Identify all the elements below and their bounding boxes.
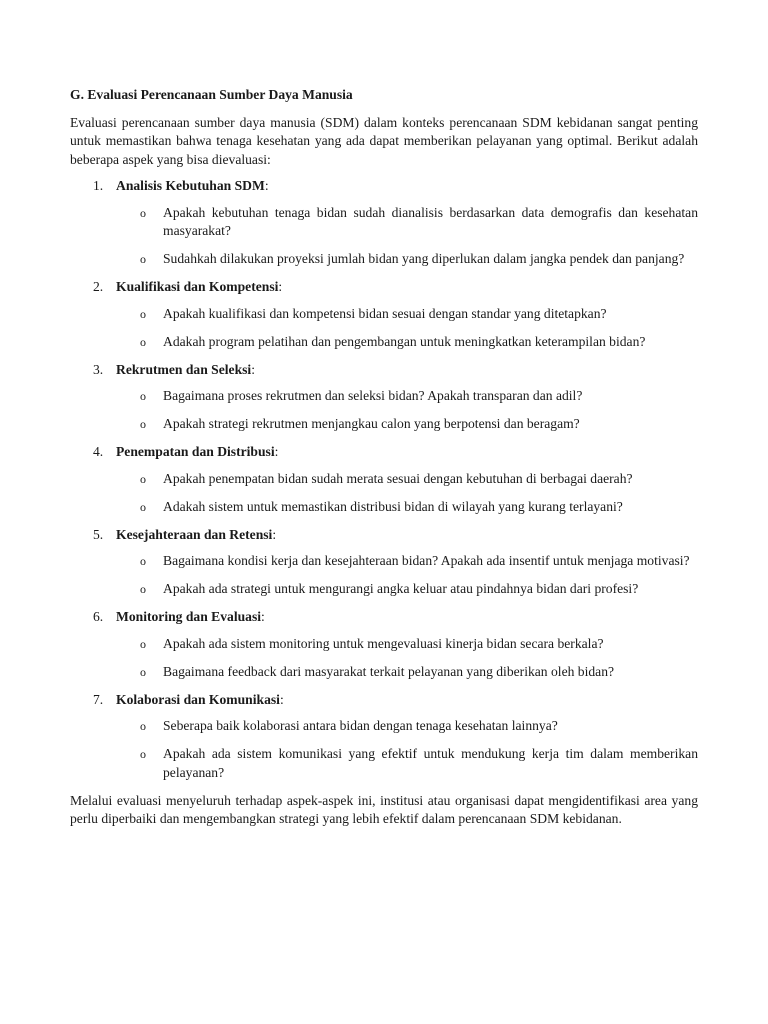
aspect-number: 6. <box>93 609 104 624</box>
question-item <box>70 717 698 736</box>
question-text: Apakah penempatan bidan sudah merata sesuai dengan kebutuhan di berbagai daerah? <box>163 470 633 486</box>
question-list <box>70 470 698 517</box>
aspect-title: Analisis Kebutuhan SDM <box>116 178 265 193</box>
bullet-marker: o <box>140 252 146 266</box>
aspect-section <box>70 443 698 516</box>
aspect-section <box>70 691 698 783</box>
question-item <box>70 663 698 682</box>
intro-paragraph: Evaluasi perencanaan sumber daya manusia (SDM) dalam konteks perencanaan SDM kebidanan sangat penting untuk memastikan bahwa tenaga kesehatan yang ada dapat memberikan pelayanan yang optimal. Berikut adalah beberapa aspek yang bisa dievaluasi: <box>70 114 698 167</box>
question-item <box>70 580 698 599</box>
question-text: Adakah program pelatihan dan pengembangan untuk meningkatkan keterampilan bidan? <box>163 333 646 349</box>
aspect-title: Rekrutmen dan Seleksi <box>116 361 252 377</box>
bullet-marker: o <box>140 471 146 486</box>
aspect-section <box>70 608 698 681</box>
aspect-title: Penempatan dan Distribusi <box>116 444 275 459</box>
aspect-number: 3. <box>93 361 104 377</box>
question-text: Bagaimana kondisi kerja dan kesejahteraan bidan? Apakah ada insentif untuk menjaga motivasi? <box>163 553 690 568</box>
bullet-marker: o <box>140 747 146 761</box>
aspect-number: 7. <box>93 691 104 707</box>
question-item <box>70 498 698 517</box>
question-text: Apakah kebutuhan tenaga bidan sudah dianalisis berdasarkan data demografis dan kesehatan masyarakat? <box>163 204 698 238</box>
aspect-heading: 4. Penempatan dan Distribusi: <box>70 443 698 462</box>
question-item <box>70 635 698 654</box>
aspect-list <box>70 177 698 782</box>
aspect-heading: 7. Kolaborasi dan Komunikasi: <box>70 691 698 710</box>
question-text: Apakah strategi rekrutmen menjangkau calon yang berpotensi dan beragam? <box>163 416 580 431</box>
bullet-marker: o <box>140 417 146 431</box>
question-text: Adakah sistem untuk memastikan distribusi bidan di wilayah yang kurang terlayani? <box>163 498 623 514</box>
question-item <box>70 250 698 269</box>
bullet-marker: o <box>140 306 146 321</box>
aspect-heading: 3. Rekrutmen dan Seleksi: <box>70 361 698 380</box>
question-text: Bagaimana feedback dari masyarakat terkait pelayanan yang diberikan oleh bidan? <box>163 663 615 679</box>
question-text: Apakah kualifikasi dan kompetensi bidan sesuai dengan standar yang ditetapkan? <box>163 305 607 321</box>
question-item <box>70 333 698 352</box>
section-heading: G. Evaluasi Perencanaan Sumber Daya Manusia <box>70 87 353 102</box>
question-list <box>70 717 698 782</box>
bullet-marker: o <box>140 582 146 596</box>
aspect-section <box>70 177 698 269</box>
question-list <box>70 305 698 352</box>
closing-paragraph: Melalui evaluasi menyeluruh terhadap aspek-aspek ini, institusi atau organisasi dapat mengidentifikasi area yang perlu diperbaiki dan mengembangkan strategi yang lebih efektif dalam perencanaan SDM kebidanan. <box>70 792 698 826</box>
aspect-number: 5. <box>93 526 104 542</box>
aspect-number: 1. <box>93 178 104 193</box>
bullet-marker: o <box>140 719 146 733</box>
question-text: Bagaimana proses rekrutmen dan seleksi bidan? Apakah transparan dan adil? <box>163 388 583 403</box>
aspect-title: Kolaborasi dan Komunikasi <box>116 691 280 707</box>
question-item <box>70 415 698 434</box>
bullet-marker: o <box>140 499 146 514</box>
question-item <box>70 204 698 241</box>
aspect-number: 4. <box>93 444 104 459</box>
aspect-heading: 6. Monitoring dan Evaluasi: <box>70 608 698 627</box>
aspect-section <box>70 361 698 434</box>
aspect-title: Monitoring dan Evaluasi <box>116 609 262 624</box>
bullet-marker: o <box>140 636 146 651</box>
aspect-section <box>70 526 698 599</box>
aspect-heading: 2. Kualifikasi dan Kompetensi: <box>70 278 698 297</box>
question-list <box>70 635 698 682</box>
question-text: Sudahkah dilakukan proyeksi jumlah bidan yang diperlukan dalam jangka pendek dan panjang? <box>163 251 685 266</box>
question-text: Seberapa baik kolaborasi antara bidan dengan tenaga kesehatan lainnya? <box>163 718 558 733</box>
bullet-marker: o <box>140 664 146 679</box>
aspect-section <box>70 278 698 351</box>
aspect-heading: 1. Analisis Kebutuhan SDM: <box>70 177 698 196</box>
bullet-marker: o <box>140 554 146 568</box>
aspect-title: Kesejahteraan dan Retensi <box>116 526 273 542</box>
question-list <box>70 387 698 434</box>
question-item <box>70 745 698 782</box>
question-item <box>70 470 698 489</box>
question-item <box>70 387 698 406</box>
bullet-marker: o <box>140 334 146 349</box>
bullet-marker: o <box>140 389 146 403</box>
aspect-title: Kualifikasi dan Kompetensi <box>116 279 279 294</box>
question-item <box>70 305 698 324</box>
document-page <box>70 86 698 829</box>
bullet-marker: o <box>140 205 146 220</box>
question-text: Apakah ada strategi untuk mengurangi angka keluar atau pindahnya bidan dari profesi? <box>163 581 639 596</box>
question-list <box>70 204 698 269</box>
question-list <box>70 552 698 599</box>
aspect-heading: 5. Kesejahteraan dan Retensi: <box>70 526 698 545</box>
question-text: Apakah ada sistem monitoring untuk mengevaluasi kinerja bidan secara berkala? <box>163 635 604 651</box>
question-text: Apakah ada sistem komunikasi yang efektif untuk mendukung kerja tim dalam memberikan pelayanan? <box>163 746 698 780</box>
aspect-number: 2. <box>93 279 104 294</box>
question-item <box>70 552 698 571</box>
